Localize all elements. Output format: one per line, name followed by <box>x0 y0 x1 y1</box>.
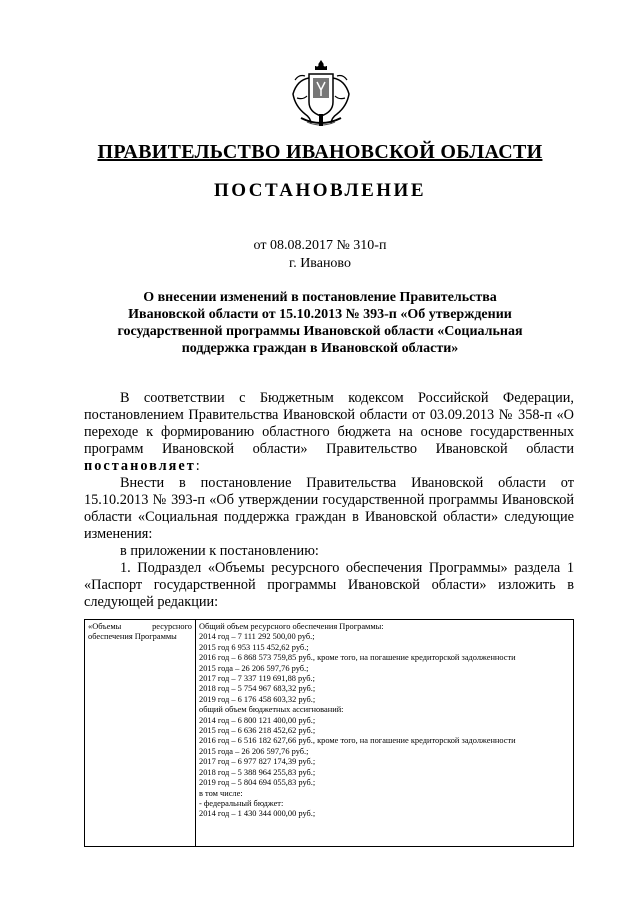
value-line: 2016 год – 6 516 182 627,66 руб., кроме того, на погашение кредиторской задолженности <box>199 736 516 746</box>
table-value-cell <box>196 620 574 847</box>
table-label-cell <box>85 620 196 847</box>
resolves-keyword: постановляет <box>84 458 196 474</box>
document-type: ПОСТАНОВЛЕНИЕ <box>213 180 427 201</box>
paragraph-item-1: 1. Подраздел «Объемы ресурсного обеспечения Программы» раздела 1 «Паспорт государственной программы Ивановской области» изложить в следующей редакции: <box>84 560 574 610</box>
value-line: в том числе: <box>199 788 243 798</box>
label-word: «Объемы <box>88 622 122 631</box>
value-line: 2016 год – 6 868 573 759,85 руб., кроме того, на погашение кредиторской задолженности <box>199 653 516 663</box>
value-line: 2015 года – 26 206 597,76 руб.; <box>199 663 309 673</box>
document-date-number: от 08.08.2017 № 310-п <box>253 238 387 253</box>
paragraph-appendix: в приложении к постановлению: <box>120 543 319 559</box>
value-line: 2018 год – 5 388 964 255,83 руб.; <box>199 767 316 777</box>
value-line: Общий объем ресурсного обеспечения Программы: <box>199 622 384 631</box>
document-subject <box>70 289 570 357</box>
document-city: г. Иваново <box>289 256 351 271</box>
value-line: 2015 год – 6 636 218 452,62 руб.; <box>199 726 316 736</box>
document-body <box>84 390 574 611</box>
value-line: 2014 год – 6 800 121 400,00 руб.; <box>199 715 316 725</box>
value-line: - федеральный бюджет: <box>199 798 284 808</box>
value-line: 2017 год – 6 977 827 174,39 руб.; <box>199 757 316 767</box>
value-line: 2018 год – 5 754 967 683,32 руб.; <box>199 684 316 694</box>
subject-line: поддержка граждан в Ивановской области» <box>181 341 459 356</box>
preamble-colon: : <box>195 458 200 474</box>
preamble-text: В соответствии с Бюджетным кодексом Российской Федерации, постановлением Правительства Ивановской области от 03.09.2013 № 358-п «О переходе к формированию областного бюджета на основе государственных программ Ивановской области» Правительство Ивановской области <box>84 390 574 457</box>
value-line: общий объем бюджетных ассигнований: <box>199 705 344 715</box>
subject-line: государственной программы Ивановской области «Социальная <box>117 324 523 339</box>
value-line: 2017 год – 7 337 119 691,88 руб.; <box>199 674 315 684</box>
value-line: 2019 год – 6 176 458 603,32 руб.; <box>199 694 316 704</box>
value-line: 2014 год – 1 430 344 000,00 руб.; <box>199 809 316 819</box>
value-line: 2015 года – 26 206 597,76 руб.; <box>199 746 309 756</box>
subject-line: Ивановской области от 15.10.2013 № 393-п «Об утверждении <box>128 307 512 322</box>
paragraph-preamble <box>84 390 574 475</box>
resource-table <box>84 619 574 847</box>
government-title: ПРАВИТЕЛЬСТВО ИВАНОВСКОЙ ОБЛАСТИ <box>97 141 543 163</box>
value-line: 2014 год – 7 111 292 500,00 руб.; <box>199 632 315 642</box>
label-word: ресурсного <box>152 622 192 631</box>
value-line: 2015 год 6 953 115 452,62 руб.; <box>199 642 309 652</box>
label-line <box>88 622 192 632</box>
table-row <box>85 620 574 847</box>
paragraph-amend: Внести в постановление Правительства Ивановской области от 15.10.2013 № 393-п «Об утверждении государственной программы Ивановской области «Социальная поддержка граждан в Ивановской области» следующие изменения: <box>84 475 574 542</box>
label-line: обеспечения Программы <box>88 632 177 642</box>
coat-of-arms-icon <box>287 58 355 130</box>
subject-line: О внесении изменений в постановление Правительства <box>143 290 497 305</box>
value-line: 2019 год – 5 804 694 055,83 руб.; <box>199 778 316 788</box>
